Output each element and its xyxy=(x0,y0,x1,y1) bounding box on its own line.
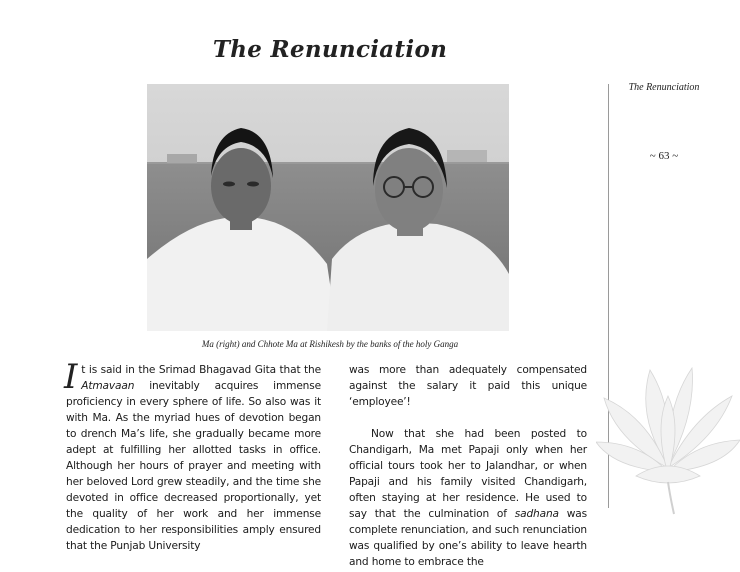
page-title: The Renunciation xyxy=(212,36,448,63)
paragraph-text: was complete renunciation, and such renunciation was qualified by one’s ability to leave hearth and home to embrace the xyxy=(349,508,587,568)
running-head: The Renunciation xyxy=(628,82,700,93)
emphasis-term: Atmavaan xyxy=(81,380,135,392)
text-column-right xyxy=(349,362,587,570)
paragraph-text: t is said in the Srimad Bhagavad Gita that the xyxy=(81,364,321,376)
photo-caption: Ma (right) and Chhote Ma at Rishikesh by the banks of the holy Ganga xyxy=(201,339,459,349)
page-number: ~ 63 ~ xyxy=(649,150,679,162)
paragraph-text: was more than adequately compensated against the salary it paid this unique ‘employee’! xyxy=(349,364,587,408)
paragraph-text: inevitably acquires immense proficiency in every sphere of life. So also was it with Ma. As the myriad hues of devotion began to drench Ma’s life, she gradually became more adept at fulfilling her allotted tasks in office. Although her hours of prayer and meeting with her beloved Lord grew steadily, and the time she devoted in office decreased proportionally, yet the quality of her work and her immense dedication to her responsibilities amply ensured that the Punjab University xyxy=(66,380,321,552)
text-column-left xyxy=(64,357,321,554)
emphasis-term: sadhana xyxy=(514,508,559,520)
drop-cap: I xyxy=(64,357,78,397)
paragraph xyxy=(349,426,587,570)
photo-ma-and-chhote-ma xyxy=(147,84,509,331)
paragraph-text: Now that she had been posted to Chandigarh, Ma met Papaji only when her official tours took her to Jalandhar, or when Papaji and his family visited Chandigarh, often staying at her residence. He used to say that the culmination of xyxy=(349,428,587,520)
lotus-icon xyxy=(596,356,740,516)
